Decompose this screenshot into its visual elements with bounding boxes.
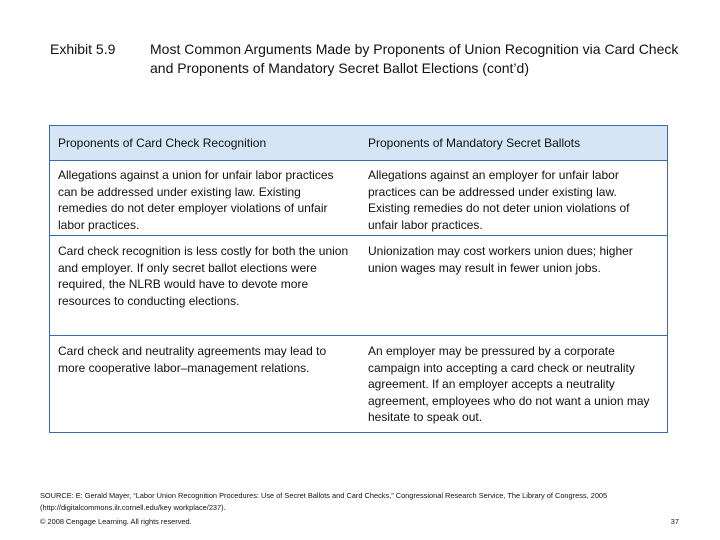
secret-ballot-argument: An employer may be pressured by a corporate campaign into accepting a card check or neutrality agreement. If an employer accepts a neutrality agreement, employees who do not want a union may hesitate to speak out. [368,344,650,424]
secret-ballot-argument: Allegations against an employer for unfair labor practices can be addressed under existing law. Existing remedies do not deter union violations of unfair labor practices. [368,168,630,232]
table-row [50,236,667,336]
page-number: 37 [670,517,679,526]
table-row [50,161,667,236]
card-check-argument: Card check recognition is less costly for both the union and employer. If only secret ballot elections were required, the NLRB would have to devote more resources to conducting elections. [58,244,349,308]
card-check-argument: Card check and neutrality agreements may lead to more cooperative labor–management relations. [58,344,327,375]
source-citation: SOURCE: E: Gerald Mayer, “Labor Union Recognition Procedures: Use of Secret Ballots and Card Checks,” Congressional Research Service, The Library of Congress, 2005 (http://digitalcommons.ilr.cornell.edu/key workplace/237). [40,491,608,512]
card-check-argument: Allegations against a union for unfair labor practices can be addressed under existing law. Existing remedies do not deter employer violations of unfair labor practices. [58,168,334,232]
header-secret-ballot: Proponents of Mandatory Secret Ballots [368,135,581,150]
arguments-table [49,125,668,433]
header-card-check: Proponents of Card Check Recognition [58,135,267,150]
table-header [50,126,667,161]
exhibit-title: Most Common Arguments Made by Proponents of Union Recognition via Card Check and Proponents of Mandatory Secret Ballot Elections (cont’d) [150,41,679,76]
table-row [50,336,667,433]
exhibit-label: Exhibit 5.9 [50,41,116,57]
copyright-notice: © 2008 Cengage Learning. All rights reserved. [40,517,192,526]
secret-ballot-argument: Unionization may cost workers union dues; higher union wages may result in fewer union jobs. [368,244,633,275]
